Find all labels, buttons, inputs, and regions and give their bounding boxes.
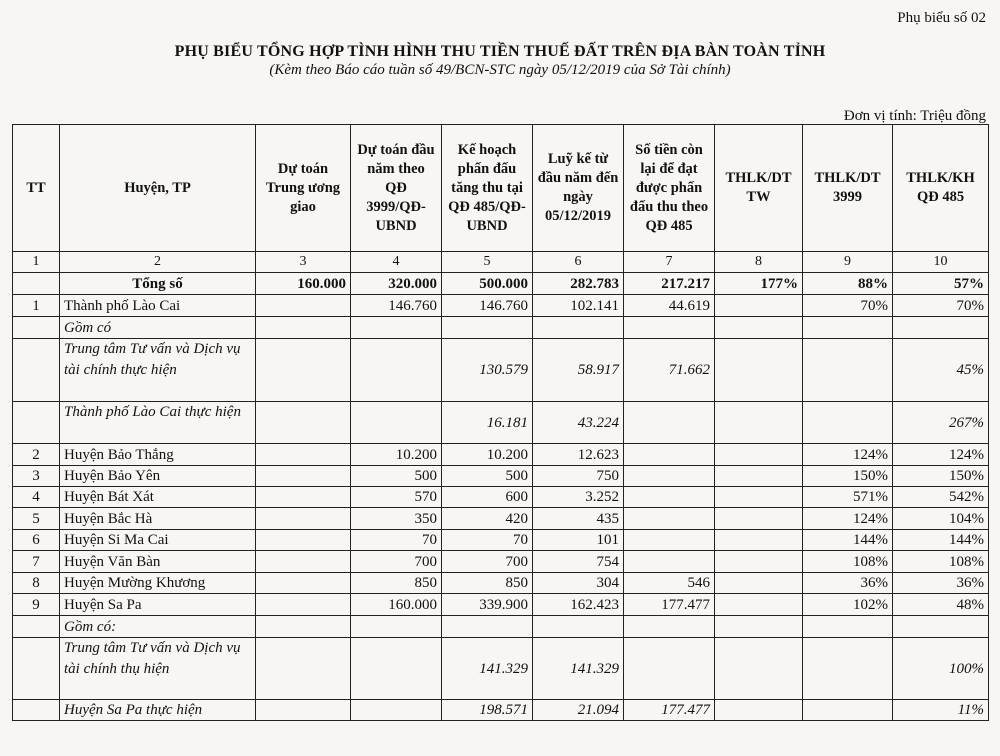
row-number: 1 <box>13 295 60 317</box>
row-number <box>13 616 60 638</box>
value-cell: 43.224 <box>533 402 624 444</box>
value-cell <box>624 616 715 638</box>
value-cell: 282.783 <box>533 273 624 295</box>
value-cell <box>715 402 803 444</box>
value-cell <box>351 700 442 721</box>
table-row <box>13 551 989 573</box>
row-number <box>13 402 60 444</box>
row-number <box>13 700 60 721</box>
value-cell: 570 <box>351 487 442 508</box>
value-cell: 70% <box>893 295 989 317</box>
value-cell <box>803 317 893 339</box>
value-cell: 542% <box>893 487 989 508</box>
col-header-ratio-485: THLK/KH QĐ 485 <box>893 125 989 252</box>
value-cell <box>256 551 351 573</box>
value-cell <box>256 594 351 616</box>
value-cell: 160.000 <box>351 594 442 616</box>
value-cell: 12.623 <box>533 444 624 466</box>
value-cell: 177.477 <box>624 700 715 721</box>
value-cell: 3.252 <box>533 487 624 508</box>
value-cell: 16.181 <box>442 402 533 444</box>
value-cell: 102% <box>803 594 893 616</box>
value-cell: 339.900 <box>442 594 533 616</box>
table-row <box>13 573 989 594</box>
value-cell: 44.619 <box>624 295 715 317</box>
column-number-row <box>13 252 989 273</box>
value-cell <box>533 317 624 339</box>
value-cell: 571% <box>803 487 893 508</box>
value-cell <box>893 317 989 339</box>
value-cell: 71.662 <box>624 339 715 402</box>
district-name: Huyện Bảo Thắng <box>60 444 256 466</box>
value-cell: 108% <box>893 551 989 573</box>
row-number: 2 <box>13 444 60 466</box>
value-cell: 144% <box>893 530 989 551</box>
col-header-plan: Kế hoạch phấn đấu tăng thu tại QĐ 485/QĐ-UBND <box>442 125 533 252</box>
value-cell: 100% <box>893 638 989 700</box>
value-cell: 850 <box>442 573 533 594</box>
value-cell <box>256 508 351 530</box>
value-cell: 177.477 <box>624 594 715 616</box>
value-cell <box>624 317 715 339</box>
value-cell <box>256 638 351 700</box>
value-cell <box>803 339 893 402</box>
value-cell: 10.200 <box>351 444 442 466</box>
value-cell <box>715 466 803 487</box>
row-number: 4 <box>13 487 60 508</box>
value-cell <box>351 638 442 700</box>
value-cell <box>624 508 715 530</box>
value-cell <box>624 444 715 466</box>
col-header-central-estimate: Dự toán Trung ương giao <box>256 125 351 252</box>
value-cell: 144% <box>803 530 893 551</box>
value-cell <box>256 700 351 721</box>
value-cell <box>715 295 803 317</box>
row-number: 8 <box>13 573 60 594</box>
value-cell: 141.329 <box>442 638 533 700</box>
district-name: Huyện Si Ma Cai <box>60 530 256 551</box>
row-number: 6 <box>13 530 60 551</box>
value-cell <box>351 317 442 339</box>
value-cell: 162.423 <box>533 594 624 616</box>
value-cell: 45% <box>893 339 989 402</box>
value-cell: 177% <box>715 273 803 295</box>
value-cell <box>256 402 351 444</box>
value-cell: 198.571 <box>442 700 533 721</box>
row-number: 3 <box>13 466 60 487</box>
value-cell <box>256 466 351 487</box>
value-cell <box>256 530 351 551</box>
appendix-number: Phụ biểu số 02 <box>897 10 986 26</box>
col-number: 6 <box>533 252 624 273</box>
value-cell <box>256 487 351 508</box>
revenue-table <box>12 124 989 721</box>
district-name: Gồm có <box>60 317 256 339</box>
value-cell <box>715 573 803 594</box>
value-cell <box>803 700 893 721</box>
value-cell <box>256 573 351 594</box>
district-name: Gồm có: <box>60 616 256 638</box>
value-cell <box>624 466 715 487</box>
district-name: Huyện Bát Xát <box>60 487 256 508</box>
value-cell: 267% <box>893 402 989 444</box>
value-cell: 600 <box>442 487 533 508</box>
value-cell: 10.200 <box>442 444 533 466</box>
col-number: 5 <box>442 252 533 273</box>
table-row <box>13 402 989 444</box>
value-cell <box>715 700 803 721</box>
value-cell: 88% <box>803 273 893 295</box>
value-cell: 160.000 <box>256 273 351 295</box>
value-cell: 146.760 <box>351 295 442 317</box>
table-row <box>13 594 989 616</box>
district-name: Thành phố Lào Cai thực hiện <box>60 402 256 444</box>
value-cell: 101 <box>533 530 624 551</box>
table-row <box>13 466 989 487</box>
value-cell: 58.917 <box>533 339 624 402</box>
value-cell: 36% <box>803 573 893 594</box>
value-cell: 141.329 <box>533 638 624 700</box>
value-cell: 102.141 <box>533 295 624 317</box>
value-cell <box>256 317 351 339</box>
district-name: Huyện Sa Pa thực hiện <box>60 700 256 721</box>
table-row <box>13 616 989 638</box>
value-cell: 130.579 <box>442 339 533 402</box>
value-cell <box>715 317 803 339</box>
value-cell <box>715 339 803 402</box>
col-number: 8 <box>715 252 803 273</box>
value-cell <box>256 444 351 466</box>
value-cell <box>715 487 803 508</box>
total-row <box>13 273 989 295</box>
value-cell <box>803 616 893 638</box>
value-cell: 700 <box>442 551 533 573</box>
value-cell: 500.000 <box>442 273 533 295</box>
value-cell: 350 <box>351 508 442 530</box>
value-cell: 70% <box>803 295 893 317</box>
value-cell: 217.217 <box>624 273 715 295</box>
value-cell <box>533 616 624 638</box>
row-number: 9 <box>13 594 60 616</box>
value-cell <box>442 317 533 339</box>
value-cell: 124% <box>893 444 989 466</box>
value-cell: 36% <box>893 573 989 594</box>
value-cell: 435 <box>533 508 624 530</box>
value-cell: 700 <box>351 551 442 573</box>
table-row <box>13 317 989 339</box>
table-row <box>13 487 989 508</box>
value-cell: 108% <box>803 551 893 573</box>
col-header-ratio-tw: THLK/DT TW <box>715 125 803 252</box>
value-cell <box>715 638 803 700</box>
district-name: Tổng số <box>60 273 256 295</box>
row-number <box>13 273 60 295</box>
col-number: 7 <box>624 252 715 273</box>
district-name: Thành phố Lào Cai <box>60 295 256 317</box>
value-cell <box>442 616 533 638</box>
value-cell: 124% <box>803 508 893 530</box>
col-header-ratio-3999: THLK/DT 3999 <box>803 125 893 252</box>
col-header-tt: TT <box>13 125 60 252</box>
value-cell <box>715 551 803 573</box>
value-cell <box>803 402 893 444</box>
value-cell <box>624 638 715 700</box>
value-cell <box>256 339 351 402</box>
value-cell <box>715 508 803 530</box>
col-header-remaining: Số tiền còn lại để đạt được phấn đấu thu theo QĐ 485 <box>624 125 715 252</box>
row-number <box>13 339 60 402</box>
table-row <box>13 339 989 402</box>
value-cell <box>351 616 442 638</box>
value-cell: 500 <box>442 466 533 487</box>
unit-label: Đơn vị tính: Triệu đồng <box>843 108 986 124</box>
value-cell: 304 <box>533 573 624 594</box>
table-row <box>13 700 989 721</box>
value-cell <box>715 594 803 616</box>
value-cell: 104% <box>893 508 989 530</box>
col-header-accumulated: Luỹ kế từ đầu năm đến ngày 05/12/2019 <box>533 125 624 252</box>
table-row <box>13 508 989 530</box>
table-row <box>13 444 989 466</box>
value-cell: 70 <box>351 530 442 551</box>
value-cell: 150% <box>803 466 893 487</box>
value-cell: 150% <box>893 466 989 487</box>
table-row <box>13 638 989 700</box>
col-number: 3 <box>256 252 351 273</box>
table-row <box>13 530 989 551</box>
value-cell <box>624 487 715 508</box>
value-cell: 57% <box>893 273 989 295</box>
value-cell: 320.000 <box>351 273 442 295</box>
col-header-initial-estimate: Dự toán đầu năm theo QĐ 3999/QĐ-UBND <box>351 125 442 252</box>
document-title: PHỤ BIỂU TỔNG HỢP TÌNH HÌNH THU TIỀN THUẾ ĐẤT TRÊN ĐỊA BÀN TOÀN TỈNH <box>174 43 826 60</box>
value-cell: 21.094 <box>533 700 624 721</box>
district-name: Huyện Bảo Yên <box>60 466 256 487</box>
value-cell: 70 <box>442 530 533 551</box>
value-cell: 750 <box>533 466 624 487</box>
row-number: 7 <box>13 551 60 573</box>
district-name: Trung tâm Tư vấn và Dịch vụ tài chính thụ hiện <box>60 638 256 700</box>
value-cell <box>715 616 803 638</box>
value-cell: 420 <box>442 508 533 530</box>
district-name: Huyện Bắc Hà <box>60 508 256 530</box>
value-cell: 754 <box>533 551 624 573</box>
district-name: Huyện Mường Khương <box>60 573 256 594</box>
value-cell <box>624 530 715 551</box>
row-number <box>13 317 60 339</box>
row-number: 5 <box>13 508 60 530</box>
table-row <box>13 295 989 317</box>
col-number: 9 <box>803 252 893 273</box>
value-cell: 500 <box>351 466 442 487</box>
value-cell: 146.760 <box>442 295 533 317</box>
value-cell <box>893 616 989 638</box>
value-cell <box>256 616 351 638</box>
col-header-district: Huyện, TP <box>60 125 256 252</box>
district-name: Huyện Sa Pa <box>60 594 256 616</box>
value-cell <box>351 402 442 444</box>
district-name: Huyện Văn Bàn <box>60 551 256 573</box>
value-cell: 11% <box>893 700 989 721</box>
col-number: 2 <box>60 252 256 273</box>
document-subtitle: (Kèm theo Báo cáo tuần số 49/BCN-STC ngày 05/12/2019 của Sở Tài chính) <box>269 62 731 78</box>
value-cell: 546 <box>624 573 715 594</box>
value-cell <box>256 295 351 317</box>
value-cell: 48% <box>893 594 989 616</box>
value-cell: 124% <box>803 444 893 466</box>
value-cell <box>803 638 893 700</box>
col-number: 4 <box>351 252 442 273</box>
value-cell: 850 <box>351 573 442 594</box>
col-number: 10 <box>893 252 989 273</box>
value-cell <box>624 551 715 573</box>
col-number: 1 <box>13 252 60 273</box>
header-row <box>13 125 989 252</box>
page-edge <box>0 748 1000 756</box>
row-number <box>13 638 60 700</box>
value-cell <box>351 339 442 402</box>
district-name: Trung tâm Tư vấn và Dịch vụ tài chính thực hiện <box>60 339 256 402</box>
value-cell <box>715 530 803 551</box>
value-cell <box>624 402 715 444</box>
value-cell <box>715 444 803 466</box>
